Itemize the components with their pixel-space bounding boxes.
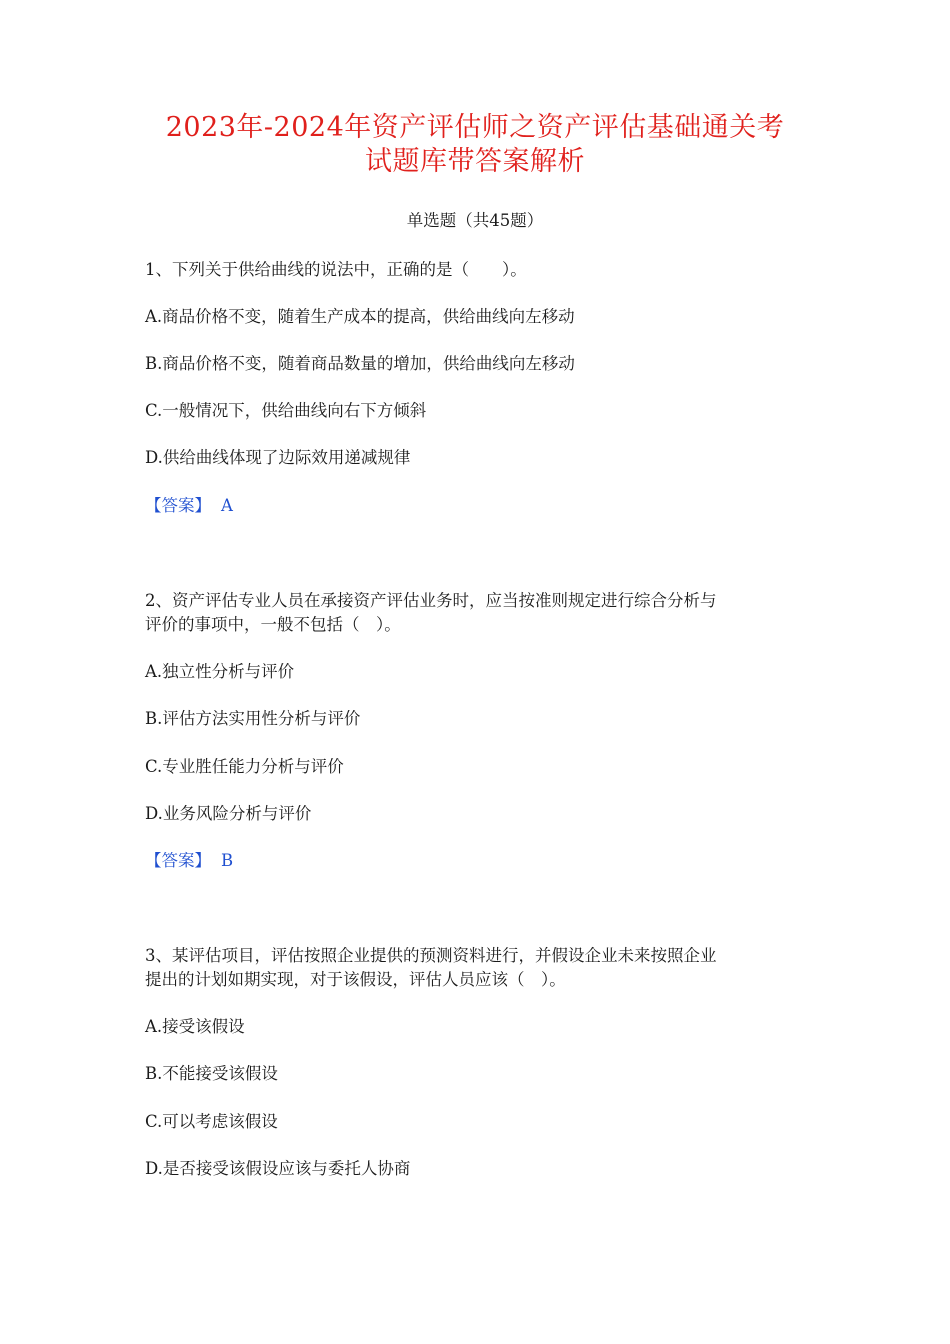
question-2-option-a: A.独立性分析与评价 bbox=[145, 662, 295, 681]
question-2-option-c: C.专业胜任能力分析与评价 bbox=[145, 757, 344, 776]
question-2-option-d: D.业务风险分析与评价 bbox=[145, 804, 312, 823]
answer-label: 【答案】 bbox=[145, 496, 211, 515]
question-2-stem-line-1: 2、资产评估专业人员在承接资产评估业务时，应当按准则规定进行综合分析与 bbox=[145, 591, 717, 610]
question-3-stem-line-2: 提出的计划如期实现，对于该假设，评估人员应该（ ）。 bbox=[145, 970, 566, 989]
question-1-option-d: D.供给曲线体现了边际效用递减规律 bbox=[145, 448, 411, 467]
question-1-option-b: B.商品价格不变，随着商品数量的增加，供给曲线向左移动 bbox=[145, 354, 575, 373]
question-3-option-b: B.不能接受该假设 bbox=[145, 1064, 278, 1083]
answer-value: A bbox=[221, 496, 233, 515]
question-3-option-a: A.接受该假设 bbox=[145, 1017, 245, 1036]
answer-label: 【答案】 bbox=[145, 851, 211, 870]
question-1-stem: 1、下列关于供给曲线的说法中，正确的是（ ）。 bbox=[145, 260, 527, 279]
question-1-option-c: C.一般情况下，供给曲线向右下方倾斜 bbox=[145, 401, 427, 420]
question-3-stem-line-1: 3、某评估项目，评估按照企业提供的预测资料进行，并假设企业未来按照企业 bbox=[145, 946, 717, 965]
doc-title-line-1: 2023年-2024年资产评估师之资产评估基础通关考 bbox=[165, 112, 785, 143]
answer-value: B bbox=[221, 851, 234, 870]
doc-title-line-2: 试题库带答案解析 bbox=[365, 146, 585, 177]
question-1-answer bbox=[145, 494, 233, 518]
question-3-option-d: D.是否接受该假设应该与委托人协商 bbox=[145, 1159, 411, 1178]
question-3-option-c: C.可以考虑该假设 bbox=[145, 1112, 278, 1131]
question-2-option-b: B.评估方法实用性分析与评价 bbox=[145, 709, 361, 728]
question-2-stem-line-2: 评价的事项中，一般不包括（ ）。 bbox=[145, 615, 401, 634]
question-1-option-a: A.商品价格不变，随着生产成本的提高，供给曲线向左移动 bbox=[145, 307, 575, 326]
question-2-answer bbox=[145, 849, 233, 873]
section-heading: 单选题（共45题） bbox=[406, 211, 544, 230]
